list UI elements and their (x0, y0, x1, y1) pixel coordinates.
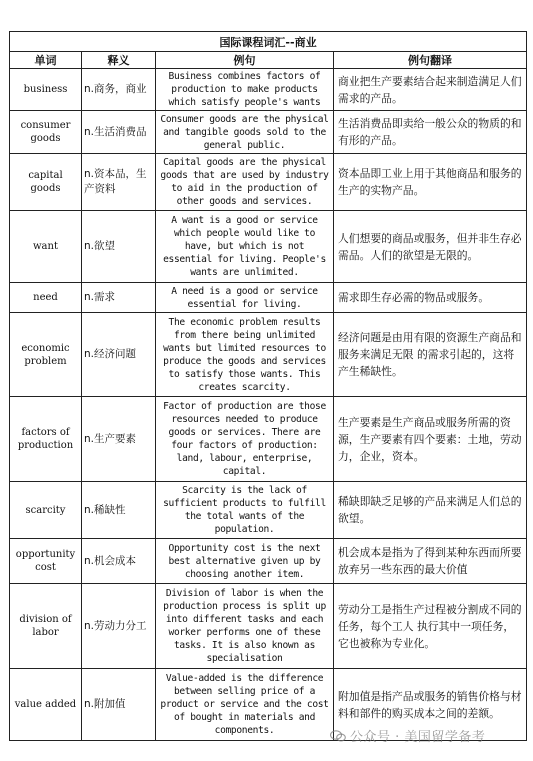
word-cell: consumer goods (10, 111, 82, 154)
word-cell: opportunity cost (10, 539, 82, 584)
table-row (10, 283, 527, 313)
table-row (10, 584, 527, 669)
translation-cell: 机会成本是指为了得到某种东西而所要放弃另一些东西的最大价值 (334, 539, 527, 584)
header-word: 单词 (10, 52, 82, 69)
table-row (10, 69, 527, 111)
meaning-cell: n.欲望 (82, 211, 156, 283)
table-row (10, 211, 527, 283)
translation-cell: 需求即生存必需的物品或服务。 (334, 283, 527, 313)
header-example: 例句 (156, 52, 334, 69)
meaning-cell: n.商务，商业 (82, 69, 156, 111)
meaning-cell: n.附加值 (82, 669, 156, 741)
word-cell: want (10, 211, 82, 283)
example-cell: Business combines factors of production to make products which satisfy people's wants (156, 69, 334, 111)
translation-cell: 资本品即工业上用于其他商品和服务的生产的实物产品。 (334, 154, 527, 211)
header-meaning: 释义 (82, 52, 156, 69)
translation-cell: 稀缺即缺乏足够的产品来满足人们总的欲望。 (334, 482, 527, 539)
table-row (10, 154, 527, 211)
translation-cell: 生产要素是生产商品或服务所需的资源，生产要素有四个要素：土地，劳动力，企业，资本。 (334, 397, 527, 482)
watermark (330, 726, 485, 745)
header-translation: 例句翻译 (334, 52, 527, 69)
example-cell: Value-added is the difference between selling price of a product or service and the cost of bought in materials and components. (156, 669, 334, 741)
word-cell: capital goods (10, 154, 82, 211)
meaning-cell: n.机会成本 (82, 539, 156, 584)
translation-cell: 劳动分工是指生产过程被分割成不同的任务，每个工人 执行其中一项任务，它也被称为专业化。 (334, 584, 527, 669)
table-row (10, 397, 527, 482)
example-cell: A want is a good or service which people would like to have, but which is not essential for living. People's wants are unlimited. (156, 211, 334, 283)
word-cell: economic problem (10, 313, 82, 397)
watermark-text: 公众号 · 美国留学备考 (350, 730, 486, 745)
word-cell: business (10, 69, 82, 111)
meaning-cell: n.劳动力分工 (82, 584, 156, 669)
meaning-cell: n.资本品，生产资料 (82, 154, 156, 211)
table-row (10, 539, 527, 584)
word-cell: need (10, 283, 82, 313)
example-cell: Scarcity is the lack of sufficient products to fulfill the total wants of the population. (156, 482, 334, 539)
meaning-cell: n.生产要素 (82, 397, 156, 482)
wechat-icon (330, 730, 346, 742)
example-cell: The economic problem results from there being unlimited wants but limited resources to produce the goods and services to satisfy those wants. This creates scarcity. (156, 313, 334, 397)
translation-cell: 经济问题是由用有限的资源生产商品和服务来满足无限 的需求引起的，这将产生稀缺性。 (334, 313, 527, 397)
translation-cell: 生活消费品即卖给一般公众的物质的和有形的产品。 (334, 111, 527, 154)
example-cell: Factor of production are those resources needed to produce goods or services. There are four factors of production: land, labour, enterprise, capital. (156, 397, 334, 482)
example-cell: Opportunity cost is the next best alternative given up by choosing another item. (156, 539, 334, 584)
meaning-cell: n.稀缺性 (82, 482, 156, 539)
example-cell: A need is a good or service essential for living. (156, 283, 334, 313)
table-row (10, 313, 527, 397)
word-cell: value added (10, 669, 82, 741)
vocabulary-table (9, 31, 527, 741)
meaning-cell: n.生活消费品 (82, 111, 156, 154)
word-cell: division of labor (10, 584, 82, 669)
example-cell: Capital goods are the physical goods that are used by industry to aid in the production of other goods and services. (156, 154, 334, 211)
meaning-cell: n.经济问题 (82, 313, 156, 397)
table-title: 国际课程词汇--商业 (10, 32, 527, 52)
example-cell: Division of labor is when the production process is split up into different tasks and each worker performs one of these tasks. It is also known as specialisation (156, 584, 334, 669)
meaning-cell: n.需求 (82, 283, 156, 313)
translation-cell: 附加值是指产品或服务的销售价格与材料和部件的购买成本之间的差额。 (334, 669, 527, 741)
translation-cell: 人们想要的商品或服务，但并非生存必需品。人们的欲望是无限的。 (334, 211, 527, 283)
table-row (10, 111, 527, 154)
word-cell: factors of production (10, 397, 82, 482)
table-row (10, 482, 527, 539)
vocabulary-sheet (9, 31, 526, 753)
translation-cell: 商业把生产要素结合起来制造满足人们需求的产品。 (334, 69, 527, 111)
example-cell: Consumer goods are the physical and tangible goods sold to the general public. (156, 111, 334, 154)
word-cell: scarcity (10, 482, 82, 539)
